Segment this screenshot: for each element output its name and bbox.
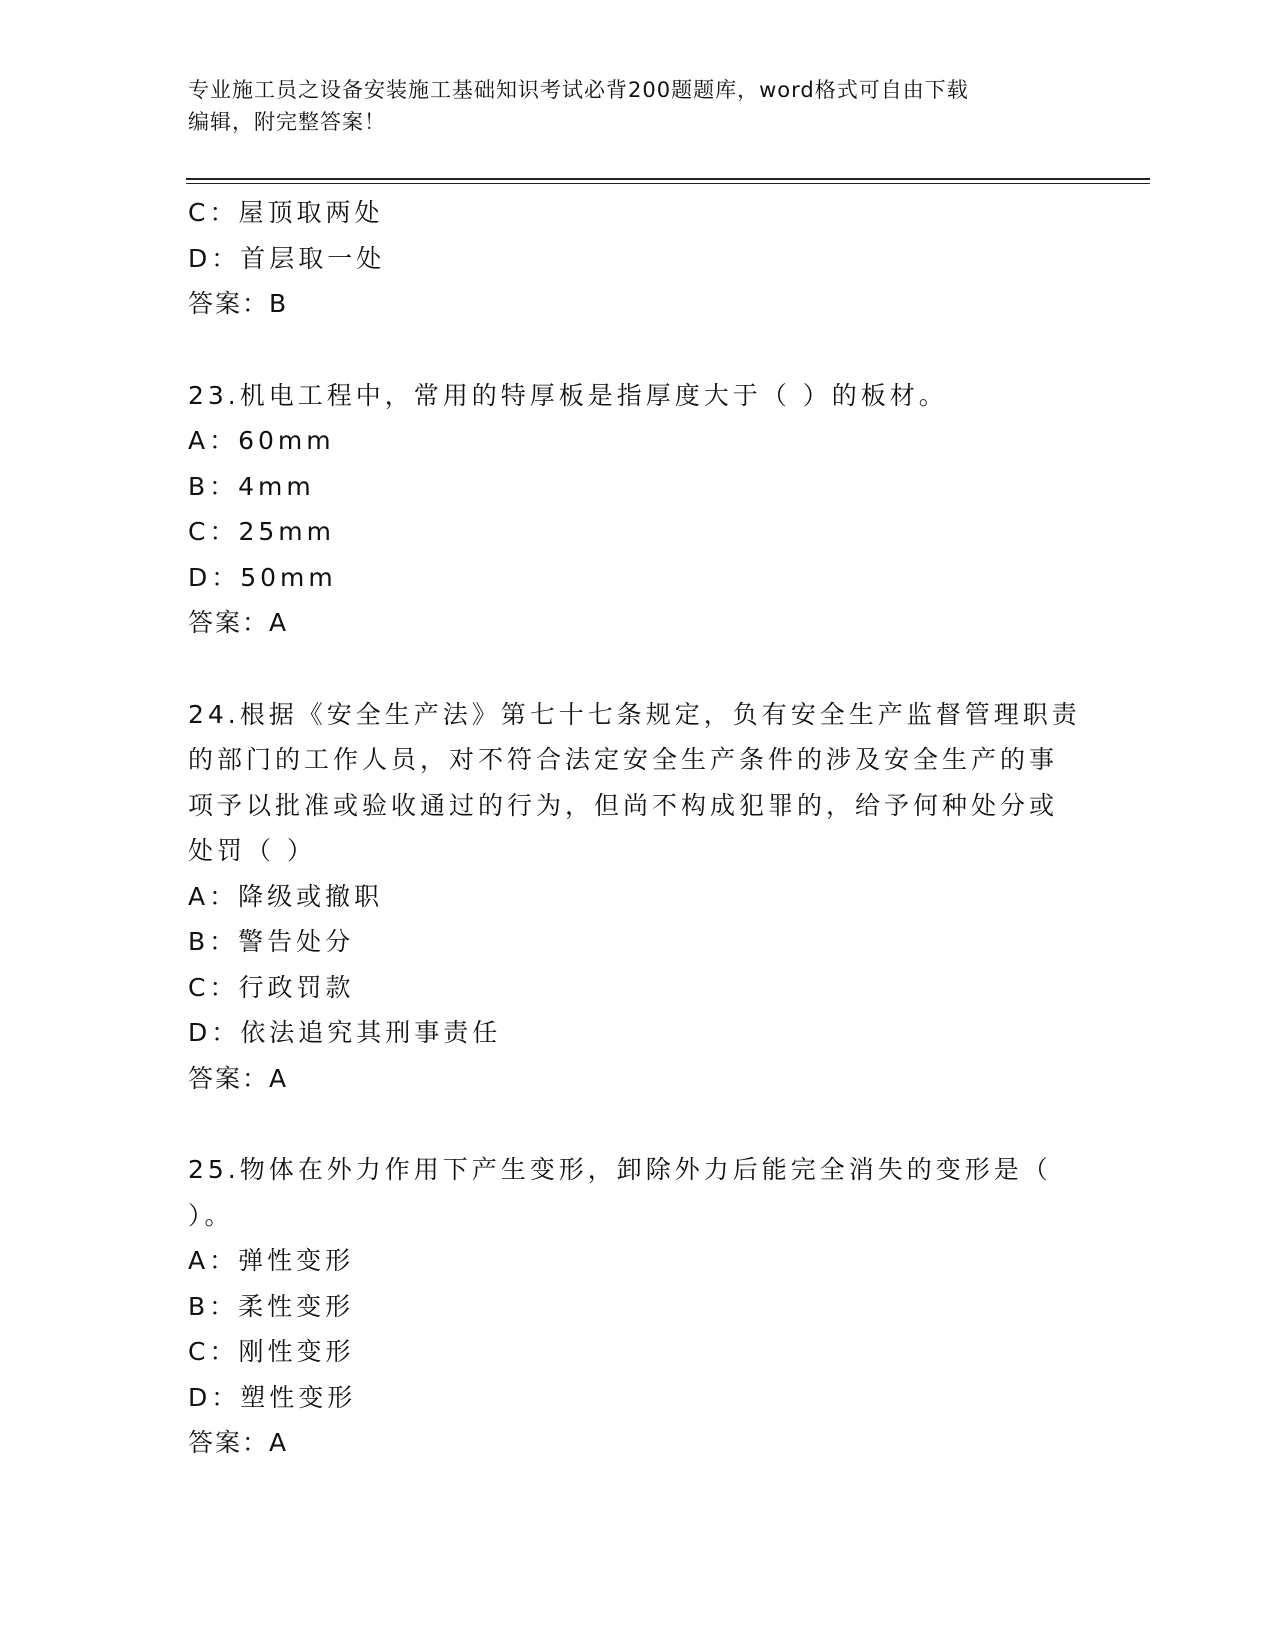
question-22-tail — [188, 190, 1088, 327]
header-title-line-2: 编辑，附完整答案！ — [188, 110, 386, 134]
question-text — [188, 692, 1081, 874]
answer-line: 答案：A — [188, 608, 289, 637]
question-text-line: 24.根据《安全生产法》第七十七条规定，负有安全生产监督管理职责 — [188, 699, 1081, 729]
question-text-line: 25.物体在外力作用下产生变形，卸除外力后能完全消失的变形是（ — [188, 1155, 1052, 1184]
spacer — [188, 327, 1088, 373]
question-text-line: 处罚（ ） — [188, 836, 316, 865]
spacer — [188, 1101, 1088, 1147]
option-a: A：降级或撤职 — [188, 881, 384, 911]
option-d: D：首层取一处 — [188, 243, 386, 273]
header-divider-thin — [186, 183, 1150, 184]
question-24 — [188, 692, 1088, 1102]
question-text-line: 的部门的工作人员，对不符合法定安全生产条件的涉及安全生产的事 — [188, 745, 1059, 774]
header-divider-thick — [186, 178, 1150, 180]
option-c: C：刚性变形 — [188, 1337, 355, 1366]
option-b: B：4mm — [188, 471, 315, 501]
option-b: B：警告处分 — [188, 927, 355, 956]
question-text — [188, 1147, 1078, 1238]
answer-line: 答案：B — [188, 289, 289, 318]
answer-line: 答案：A — [188, 1063, 289, 1093]
question-25 — [188, 1147, 1088, 1466]
question-text: 23.机电工程中，常用的特厚板是指厚度大于（ ）的板材。 — [188, 380, 948, 410]
option-c: C：25mm — [188, 517, 335, 546]
question-list — [188, 190, 1088, 1466]
option-c: C：屋顶取两处 — [188, 198, 384, 227]
option-d: D：塑性变形 — [188, 1382, 357, 1412]
option-c: C：行政罚款 — [188, 972, 355, 1002]
header-title-line-1: 专业施工员之设备安装施工基础知识考试必背200题题库，word格式可自由下载 — [188, 78, 969, 102]
option-a: A：60mm — [188, 426, 335, 455]
answer-line: 答案：A — [188, 1428, 289, 1457]
question-23 — [188, 373, 1088, 646]
document-header — [188, 74, 1068, 138]
option-d: D：依法追究其刑事责任 — [188, 1018, 502, 1047]
spacer — [188, 646, 1088, 692]
question-text-line: ）。 — [188, 1200, 234, 1230]
option-a: A：弹性变形 — [188, 1246, 355, 1275]
question-text-line: 项予以批准或验收通过的行为，但尚不构成犯罪的，给予何种处分或 — [188, 790, 1059, 820]
option-b: B：柔性变形 — [188, 1291, 355, 1321]
option-d: D：50mm — [188, 562, 337, 592]
